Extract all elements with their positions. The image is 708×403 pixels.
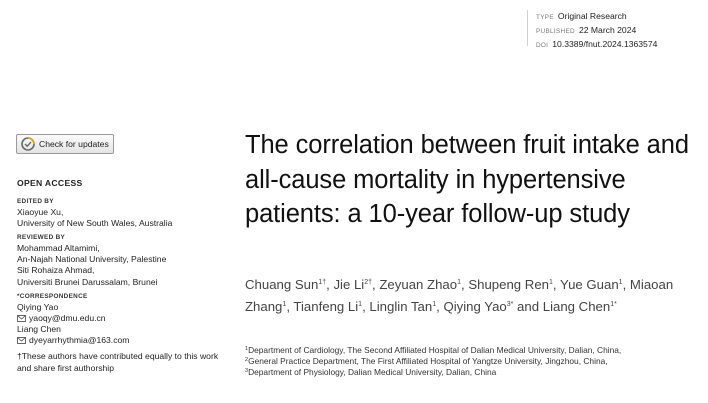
open-access-label: OPEN ACCESS (17, 178, 83, 188)
author-affiliation-marker: 1 (432, 301, 437, 308)
author-separator: and (513, 299, 543, 314)
author-separator: , (436, 299, 444, 314)
published-row (536, 24, 657, 38)
author-name: Zeyuan Zhao (379, 277, 458, 292)
correspondence-section (17, 292, 222, 346)
reviewed-by-heading: REVIEWED BY (17, 234, 66, 242)
affiliation-number: 1 (245, 346, 249, 352)
author-separator: , (326, 277, 334, 292)
affiliation-text: Department of Physiology, Dalian Medical University, Dalian, China (248, 367, 497, 378)
email-link[interactable]: yaoqy@dmu.edu.cn (29, 312, 106, 323)
reviewer-affiliation: Universiti Brunei Darussalam, Brunei (17, 276, 158, 287)
correspondence-heading: *CORRESPONDENCE (17, 292, 88, 300)
article-type-value: Original Research (557, 11, 627, 21)
author-affiliation-marker: 3* (506, 301, 514, 308)
doi-value[interactable]: 10.3389/fnut.2024.1363574 (552, 39, 658, 49)
reviewer-affiliation: An-Najah National University, Palestine (17, 254, 167, 265)
affiliation (245, 345, 695, 356)
article-type-row (536, 10, 657, 24)
author-name: Tianfeng Li (293, 299, 359, 314)
edited-by-heading: EDITED BY (17, 198, 54, 206)
corresponding-author-name: Liang Chen (17, 323, 61, 334)
author[interactable] (443, 299, 513, 314)
envelope-icon (17, 315, 26, 322)
author-separator: , (372, 277, 380, 292)
affiliation-number: 3 (245, 368, 249, 375)
author-affiliation-marker: 2† (364, 279, 373, 286)
doi-row (536, 38, 657, 52)
email-row (17, 335, 222, 346)
author-affiliation-marker: 1 (549, 279, 553, 286)
author-name: Linglin Tan (369, 299, 433, 314)
author-name: Liang Chen (542, 299, 611, 314)
author-affiliation-marker: 1 (618, 279, 623, 286)
affiliation-list (245, 345, 695, 379)
check-for-updates-button[interactable] (16, 134, 114, 154)
author-separator: , (286, 299, 294, 314)
equal-contribution-footnote: †These authors have contributed equally to this work and share first authorship (17, 351, 219, 373)
author-list (245, 274, 690, 318)
published-label: PUBLISHED (536, 28, 575, 35)
affiliation (245, 367, 695, 378)
author[interactable] (333, 277, 372, 292)
author-affiliation-marker: 1 (457, 279, 461, 286)
author-name: Jie Li (333, 277, 365, 292)
author[interactable] (245, 277, 326, 292)
author[interactable] (369, 299, 436, 314)
article-metadata (527, 10, 658, 49)
editor-name: Xiaoyue Xu, (17, 207, 64, 218)
author-separator: , (362, 299, 370, 314)
reviewer-name: Mohammad Altamimi, (17, 243, 100, 254)
author-name: Yue Guan (560, 277, 619, 292)
author-name: Chuang Sun (245, 277, 319, 292)
reviewed-by-section (17, 233, 222, 287)
edited-by-section (17, 197, 222, 229)
author-affiliation-marker: 1 (282, 301, 287, 308)
article-type-label: TYPE (536, 14, 554, 21)
author-name: Shupeng Ren (468, 277, 549, 292)
editor-affiliation: University of New South Wales, Australia (17, 218, 173, 229)
author-separator: , (461, 277, 469, 292)
check-updates-icon (21, 137, 35, 151)
author[interactable] (468, 277, 553, 292)
author[interactable] (543, 299, 617, 314)
author-affiliation-marker: 1 (358, 301, 363, 308)
affiliation (245, 356, 695, 367)
author[interactable] (293, 299, 362, 314)
affiliation-number: 2 (245, 357, 249, 364)
article-sidebar (17, 178, 222, 374)
author-separator: , (552, 277, 560, 292)
author[interactable] (379, 277, 461, 292)
author-name: Qiying Yao (443, 299, 507, 314)
article-title: The correlation between fruit intake and all-cause mortality in hypertensive patients: a 10-year follow-up study (245, 131, 689, 228)
email-link[interactable]: dyeyarrhythmia@163.com (29, 334, 130, 345)
author-separator: , (622, 277, 630, 292)
author-affiliation-marker: 1† (318, 279, 327, 286)
affiliation-text: General Practice Department, The First Affiliated Hospital of Yangtze University, Jingzhou, China, (248, 356, 608, 367)
author-affiliation-marker: 1* (610, 301, 617, 308)
email-row (17, 313, 222, 324)
author-name: Miaoan Zhang (245, 277, 674, 314)
envelope-icon (17, 337, 26, 344)
published-value: 22 March 2024 (578, 25, 637, 35)
check-for-updates-label: Check for updates (39, 139, 109, 149)
author[interactable] (560, 277, 623, 292)
affiliation-text: Department of Cardiology, The Second Affiliated Hospital of Dalian Medical University, Dalian, China, (248, 345, 622, 355)
reviewer-name: Siti Rohaiza Ahmad, (17, 265, 95, 276)
doi-label: DOI (536, 42, 549, 49)
corresponding-author-name: Qiying Yao (17, 301, 59, 312)
